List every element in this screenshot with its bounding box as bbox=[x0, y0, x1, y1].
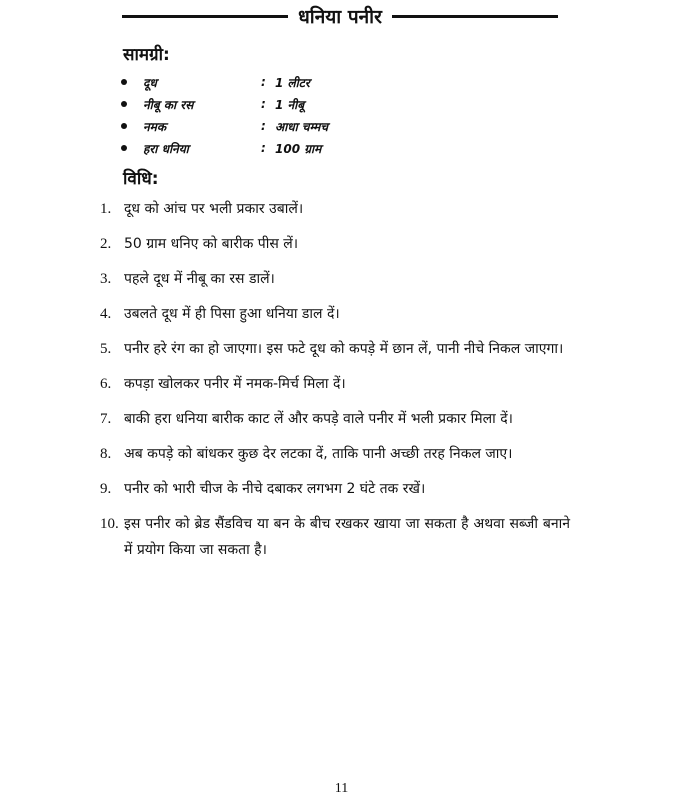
ingredient-name: नमक bbox=[143, 119, 167, 134]
ingredient-colon: : bbox=[261, 97, 266, 111]
step-text: 50 ग्राम धनिए को बारीक पीस लें। bbox=[124, 236, 299, 252]
method-step bbox=[100, 231, 570, 257]
method-step bbox=[100, 441, 570, 467]
step-text: अब कपड़े को बांधकर कुछ देर लटका दें, ताकि पानी अच्छी तरह निकल जाए। bbox=[124, 446, 513, 462]
step-text: पहले दूध में नीबू का रस डालें। bbox=[124, 271, 275, 287]
bullet-icon bbox=[121, 79, 127, 85]
step-text: उबलते दूध में ही पिसा हुआ धनिया डाल दें। bbox=[124, 306, 340, 322]
step-number: 3. bbox=[100, 271, 112, 287]
step-number: 6. bbox=[100, 376, 112, 392]
page-title: धनिया पनीर bbox=[298, 6, 382, 28]
method-step bbox=[100, 301, 570, 327]
ingredient-quantity: 1 नीबू bbox=[275, 97, 305, 112]
step-text: पनीर को भारी चीज के नीचे दबाकर लगभग 2 घंटे तक रखें। bbox=[124, 481, 426, 497]
step-number: 4. bbox=[100, 306, 112, 322]
ingredient-colon: : bbox=[261, 75, 266, 89]
page-number: 11 bbox=[334, 781, 349, 796]
title-rule-right bbox=[392, 15, 558, 18]
method-step bbox=[100, 511, 570, 563]
ingredient-quantity: आधा चम्मच bbox=[275, 119, 328, 134]
method-heading: विधि: bbox=[123, 169, 159, 189]
step-number: 5. bbox=[100, 341, 112, 357]
step-number: 9. bbox=[100, 481, 112, 497]
ingredient-colon: : bbox=[261, 119, 266, 133]
method-step bbox=[100, 266, 570, 292]
step-number: 8. bbox=[100, 446, 112, 462]
ingredient-item bbox=[121, 137, 381, 159]
step-number: 2. bbox=[100, 236, 112, 252]
ingredient-name: नीबू का रस bbox=[143, 97, 194, 112]
ingredient-name: दूध bbox=[143, 75, 157, 90]
step-text: कपड़ा खोलकर पनीर में नमक-मिर्च मिला दें। bbox=[124, 376, 346, 392]
step-number: 7. bbox=[100, 411, 112, 427]
method-step bbox=[100, 406, 570, 432]
ingredient-item bbox=[121, 93, 381, 115]
ingredient-item bbox=[121, 71, 381, 93]
step-text: इस पनीर को ब्रेड सैंडविच या बन के बीच रखकर खाया जा सकता है अथवा सब्जी बनाने में प्रयोग किया जा सकता है। bbox=[124, 516, 570, 558]
method-step bbox=[100, 476, 570, 502]
bullet-icon bbox=[121, 101, 127, 107]
ingredient-quantity: 1 लीटर bbox=[275, 75, 310, 90]
step-text: दूध को आंच पर भली प्रकार उबालें। bbox=[124, 201, 304, 217]
bullet-icon bbox=[121, 145, 127, 151]
step-number: 10. bbox=[100, 516, 119, 532]
title-rule-left bbox=[122, 15, 288, 18]
method-step bbox=[100, 371, 570, 397]
step-text: बाकी हरा धनिया बारीक काट लें और कपड़े वाले पनीर में भली प्रकार मिला दें। bbox=[124, 411, 513, 427]
ingredients-list bbox=[121, 71, 381, 159]
method-step bbox=[100, 196, 570, 222]
ingredient-item bbox=[121, 115, 381, 137]
ingredient-colon: : bbox=[261, 141, 266, 155]
bullet-icon bbox=[121, 123, 127, 129]
step-number: 1. bbox=[100, 201, 112, 217]
method-step bbox=[100, 336, 570, 362]
ingredient-quantity: 100 ग्राम bbox=[275, 141, 322, 156]
step-text: पनीर हरे रंग का हो जाएगा। इस फटे दूध को कपड़े में छान लें, पानी नीचे निकल जाएगा। bbox=[124, 341, 564, 357]
ingredients-heading: सामग्री: bbox=[123, 45, 170, 65]
page-title-bar bbox=[122, 2, 558, 30]
ingredient-name: हरा धनिया bbox=[143, 141, 189, 156]
method-steps bbox=[100, 196, 570, 572]
